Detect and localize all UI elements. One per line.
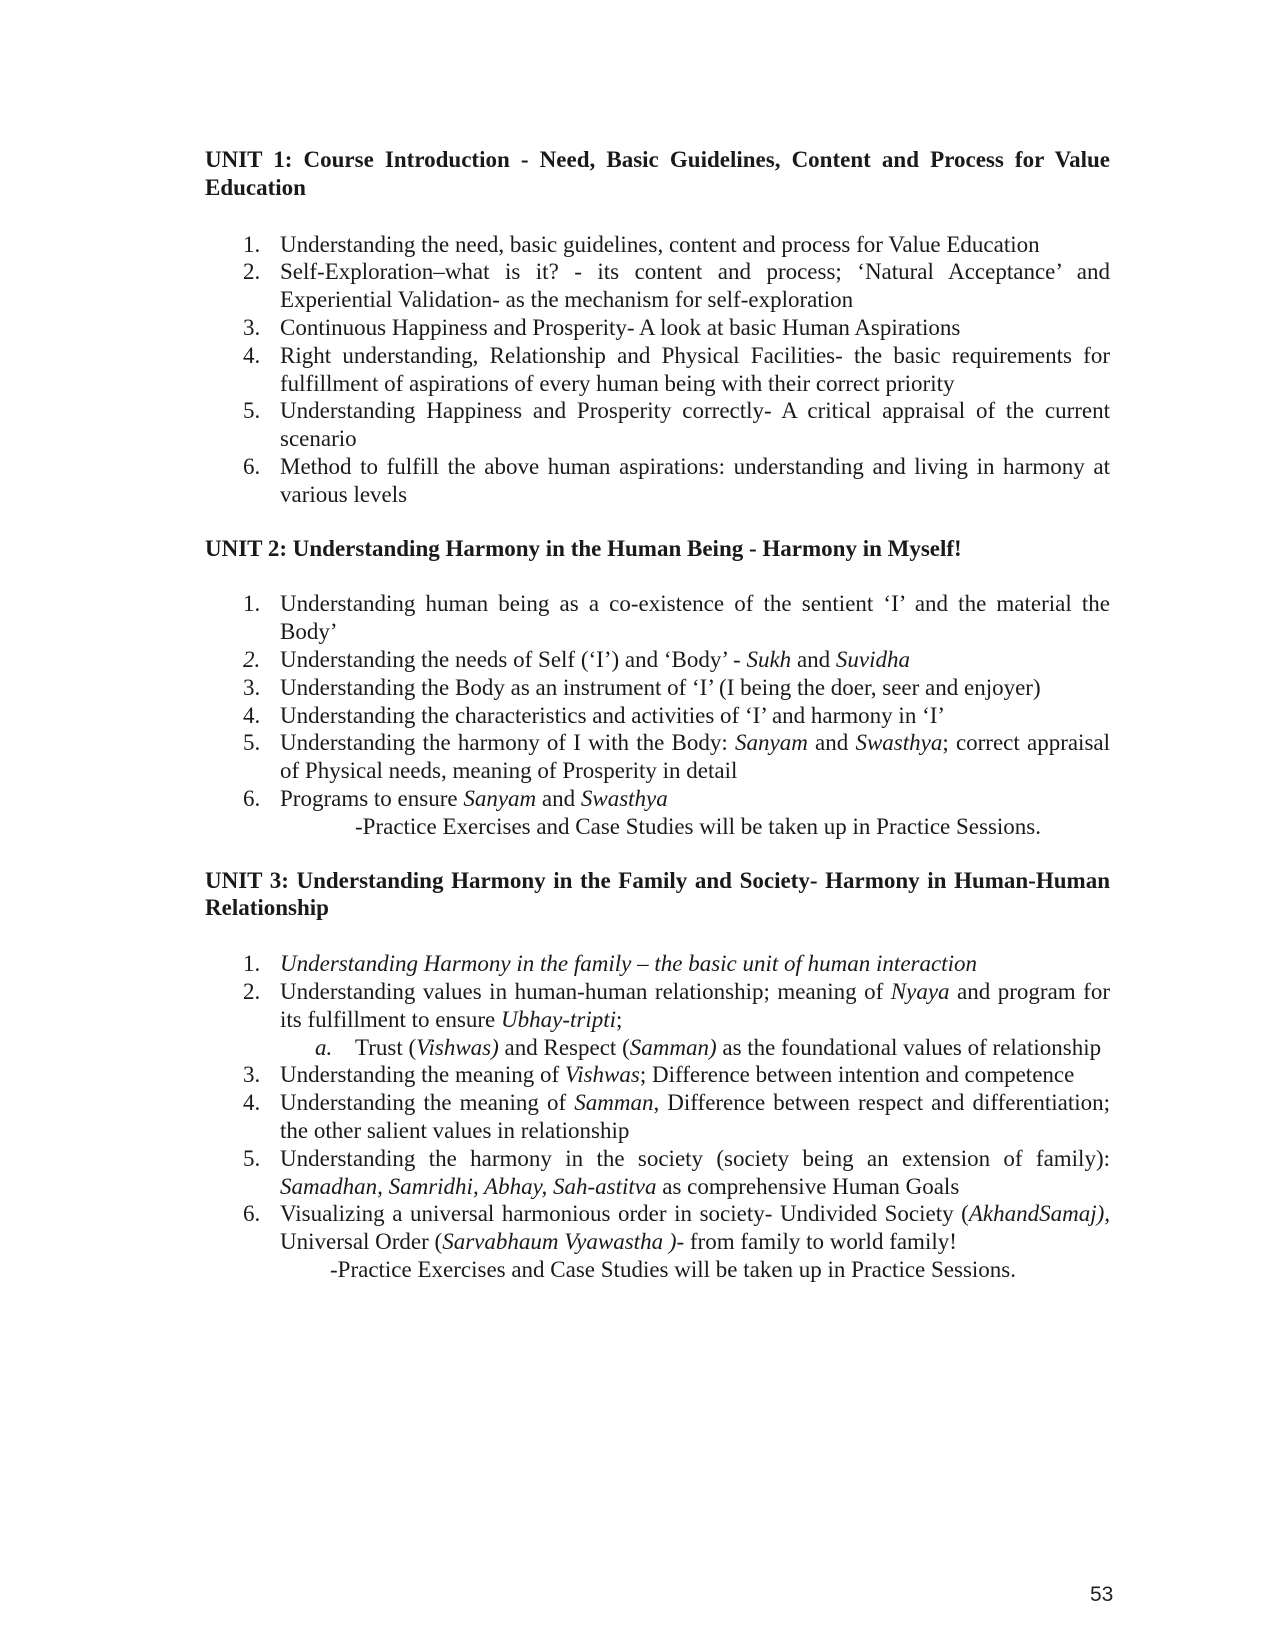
practice-note: -Practice Exercises and Case Studies will be taken up in Practice Sessions. xyxy=(355,813,1041,839)
list-item: 2. Understanding the needs of Self (‘I’) and ‘Body’ - Sukh and Suvidha xyxy=(243,646,911,672)
list-item: 4. Right understanding, Relationship and Physical Facilities- the basic requirements for fulfillment of aspirations of every human being with their correct priority xyxy=(243,342,1110,396)
practice-note: -Practice Exercises and Case Studies will be taken up in Practice Sessions. xyxy=(330,1256,1016,1282)
list-item: 4. Understanding the characteristics and activities of ‘I’ and harmony in ‘I’ xyxy=(243,702,946,728)
list-item: 1. Understanding Harmony in the family – the basic unit of human interaction xyxy=(243,951,977,977)
list-item: 2. Self-Exploration–what is it? - its content and process; ‘Natural Acceptance’ and Experiential Validation- as the mechanism for self-exploration xyxy=(243,259,1110,313)
unit-2-heading: UNIT 2: Understanding Harmony in the Human Being - Harmony in Myself! xyxy=(205,535,962,561)
page-number: 53 xyxy=(1090,1583,1114,1606)
unit-1-heading: UNIT 1: Course Introduction - Need, Basic Guidelines, Content and Process for Value Education xyxy=(205,147,1110,200)
list-item: 1. Understanding human being as a co-existence of the sentient ‘I’ and the material the Body’ xyxy=(243,591,1110,645)
list-item: 5. Understanding Happiness and Prosperity correctly- A critical appraisal of the current scenario xyxy=(243,398,1110,452)
sub-list-item: a. Trust (Vishwas) and Respect (Samman) as the foundational values of relationship xyxy=(315,1034,1102,1060)
unit-2-list xyxy=(205,590,1110,812)
unit-1-list xyxy=(205,231,1110,509)
document-page xyxy=(205,146,1110,1284)
list-item: 3. Understanding the Body as an instrument of ‘I’ (I being the doer, seer and enjoyer) xyxy=(243,674,1041,700)
list-item: 3. Understanding the meaning of Vishwas; Difference between intention and competence xyxy=(243,1062,1075,1088)
unit-3-heading: UNIT 3: Understanding Harmony in the Family and Society- Harmony in Human-Human Relationship xyxy=(205,867,1110,921)
list-item: 4. Understanding the meaning of Samman, Difference between respect and differentiation; the other salient values in relationship xyxy=(243,1090,1111,1143)
unit-3-list xyxy=(205,950,1110,1033)
list-item: 5. Understanding the harmony in the society (society being an extension of family): Samadhan, Samridhi, Abhay, Sah-astitva as comprehensive Human Goals xyxy=(243,1145,1110,1199)
list-item: 5. Understanding the harmony of I with the Body: Sanyam and Swasthya; correct appraisal of Physical needs, meaning of Prosperity in detail xyxy=(243,730,1111,784)
list-item: 1. Understanding the need, basic guidelines, content and process for Value Education xyxy=(243,231,1040,257)
list-item: 3. Continuous Happiness and Prosperity- A look at basic Human Aspirations xyxy=(243,314,961,340)
list-item: 6. Programs to ensure Sanyam and Swasthya xyxy=(243,785,668,811)
list-item: 6. Method to fulfill the above human aspirations: understanding and living in harmony at various levels xyxy=(243,453,1110,507)
list-item: 6. Visualizing a universal harmonious order in society- Undivided Society (AkhandSamaj), Universal Order (Sarvabhaum Vyawastha )- from family to world family! xyxy=(243,1201,1110,1255)
list-item: 2. Understanding values in human-human relationship; meaning of Nyaya and program for its fulfillment to ensure Ubhay-tripti; xyxy=(243,978,1110,1032)
unit-3-list-continued xyxy=(205,1061,1110,1256)
